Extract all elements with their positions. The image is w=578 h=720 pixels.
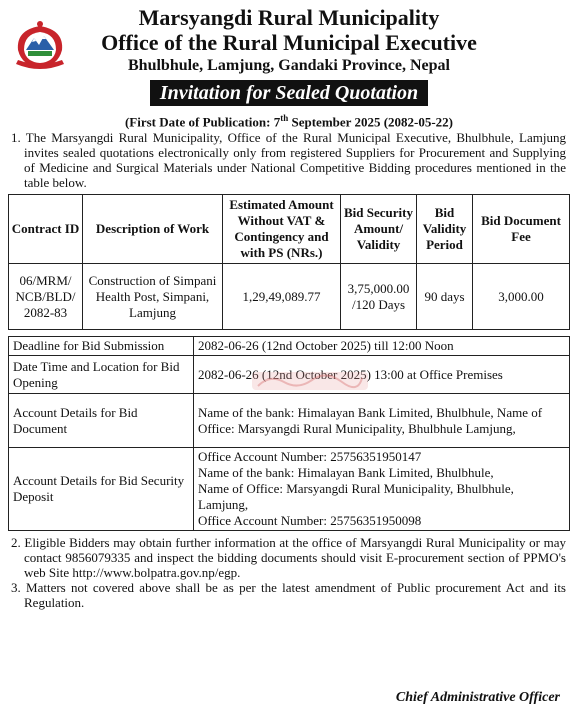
municipality-name: Marsyangdi Rural Municipality xyxy=(138,5,440,30)
government-emblem-icon xyxy=(12,20,68,72)
table-cell: 90 days xyxy=(417,264,473,330)
column-header: Bid Document Fee xyxy=(473,195,570,264)
column-header: Bid Validity Period xyxy=(417,195,473,264)
notice-title-banner: Invitation for Sealed Quotation xyxy=(150,80,428,106)
paragraph-2: 2. Eligible Bidders may obtain further information at the office of Marsyangdi Rural Municipality or may contact 9856079335 and inspect the bidding documents should visit E-procurement section of PPMO's web Site http://www.bolpatra.gov.np/egp. xyxy=(11,535,566,581)
bid-table-header-row xyxy=(9,195,570,264)
office-address: Bhulbhule, Lamjung, Gandaki Province, Nepal xyxy=(128,57,450,74)
detail-value: 2082-06-26 (12nd October 2025) till 12:00 Noon xyxy=(194,337,570,356)
column-header: Description of Work xyxy=(83,195,223,264)
table-row xyxy=(9,394,570,448)
table-cell: 1,29,49,089.77 xyxy=(223,264,341,330)
paragraph-1: 1. The Marsyangdi Rural Municipality, Office of the Rural Municipal Executive, Bhulbhule, Lamjung invites sealed quotations electronically only from registered Suppliers for Procurement and Supplying of Medicine and Surgical Materials under National Competitive Bidding procedures mentioned in the table below. xyxy=(11,130,566,191)
detail-value: 2082-06-26 (12nd October 2025) 13:00 at Office Premises xyxy=(194,356,570,394)
detail-label: Account Details for Bid Document xyxy=(9,394,194,448)
paragraph-3: 3. Matters not covered above shall be as per the latest amendment of Public procurement Act and its Regulation. xyxy=(11,580,566,611)
detail-label: Account Details for Bid Security Deposit xyxy=(9,448,194,531)
table-row xyxy=(9,264,570,330)
table-row xyxy=(9,337,570,356)
table-row xyxy=(9,448,570,531)
notice-header xyxy=(8,6,570,106)
column-header: Estimated Amount Without VAT & Contingency and with PS (NRs.) xyxy=(223,195,341,264)
watermark-logo-icon xyxy=(250,368,370,394)
column-header: Contract ID xyxy=(9,195,83,264)
publication-date: (First Date of Publication: 7th September 2025 (2082-05-22) xyxy=(124,113,454,130)
details-table xyxy=(8,336,570,531)
table-cell: Construction of Simpani Health Post, Simpani, Lamjung xyxy=(83,264,223,330)
signature-title: Chief Administrative Officer xyxy=(395,690,560,705)
table-cell: 06/MRM/ NCB/BLD/ 2082-83 xyxy=(9,264,83,330)
bid-table xyxy=(8,194,570,330)
column-header: Bid Security Amount/ Validity xyxy=(341,195,417,264)
detail-label: Date Time and Location for Bid Opening xyxy=(9,356,194,394)
detail-value: Office Account Number: 25756351950147 Name of the bank: Himalayan Bank Limited, Bhulbhule, Name of Office: Marsyangdi Rural Municipality, Bhulbhule, Lamjung, Office Account Number: 25756351950098 xyxy=(194,448,570,531)
table-cell: 3,000.00 xyxy=(473,264,570,330)
table-cell: 3,75,000.00 /120 Days xyxy=(341,264,417,330)
office-name: Office of the Rural Municipal Executive xyxy=(101,30,477,55)
detail-value: Name of the bank: Himalayan Bank Limited, Bhulbhule, Name of Office: Marsyangdi Rural Municipality, Bhulbhule Lamjung, xyxy=(194,394,570,448)
detail-label: Deadline for Bid Submission xyxy=(9,337,194,356)
